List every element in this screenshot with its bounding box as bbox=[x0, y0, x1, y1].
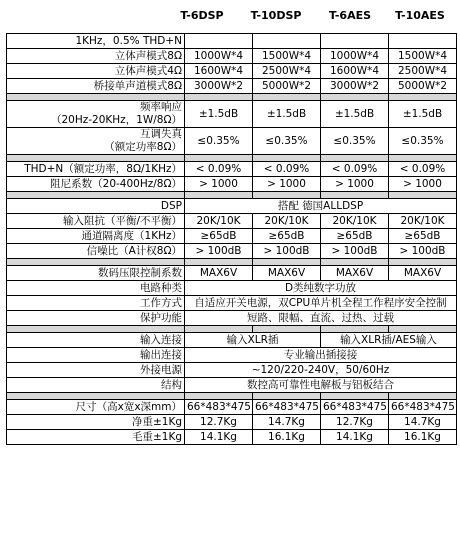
table-row bbox=[7, 49, 457, 64]
table-row bbox=[7, 363, 457, 378]
section-gap bbox=[7, 94, 457, 101]
table-row bbox=[7, 162, 457, 177]
cell: ≥65dB bbox=[253, 229, 321, 244]
model-header bbox=[0, 0, 460, 32]
dsp-value: 搭配 德国ALLDSP bbox=[185, 199, 457, 214]
table-row bbox=[7, 296, 457, 311]
cell: 66*483*475 bbox=[185, 400, 253, 415]
snr-label: 信噪比（A计权8Ω） bbox=[7, 244, 185, 259]
cell: > 1000 bbox=[253, 177, 321, 192]
output-label: 输出连接 bbox=[7, 348, 185, 363]
cell: > 100dB bbox=[321, 244, 389, 259]
cell: 2500W*4 bbox=[389, 64, 457, 79]
cell: > 1000 bbox=[185, 177, 253, 192]
cell: 20K/10K bbox=[253, 214, 321, 229]
col-header-t6dsp: T-6DSP bbox=[180, 9, 224, 22]
spec-table bbox=[6, 33, 457, 445]
thd-label: THD+N（额定功率，8Ω/1KHz） bbox=[7, 162, 185, 177]
net-weight-label: 净重±1Kg bbox=[7, 415, 185, 430]
cell: 66*483*475 bbox=[253, 400, 321, 415]
cell: 1000W*4 bbox=[321, 49, 389, 64]
cell: 66*483*475 bbox=[389, 400, 457, 415]
cell: 16.1Kg bbox=[389, 430, 457, 445]
cell: 20K/10K bbox=[389, 214, 457, 229]
table-row bbox=[7, 400, 457, 415]
cell: 1500W*4 bbox=[389, 49, 457, 64]
input-value-dsp: 输入XLR插 bbox=[185, 333, 321, 348]
protect-label: 保护功能 bbox=[7, 311, 185, 326]
cell: 5000W*2 bbox=[389, 79, 457, 94]
input-value-aes: 输入XLR插/AES输入 bbox=[321, 333, 457, 348]
mode-label: 工作方式 bbox=[7, 296, 185, 311]
imd-sublabel: （额定功率8Ω） bbox=[104, 141, 182, 153]
damping-label: 阻尼系数（20-400Hz/8Ω） bbox=[7, 177, 185, 192]
power-supply-value: ~120/220-240V，50/60Hz bbox=[185, 363, 457, 378]
cell: 14.7Kg bbox=[389, 415, 457, 430]
cell: 14.1Kg bbox=[185, 430, 253, 445]
output-value: 专业输出插接接 bbox=[185, 348, 457, 363]
cell: > 100dB bbox=[389, 244, 457, 259]
table-row bbox=[7, 415, 457, 430]
cell: ±1.5dB bbox=[389, 101, 457, 128]
table-row bbox=[7, 177, 457, 192]
table-row bbox=[7, 79, 457, 94]
circuit-label: 电路种类 bbox=[7, 281, 185, 296]
row-label: 立体声模式4Ω bbox=[7, 64, 185, 79]
section-gap bbox=[7, 393, 457, 400]
table-row bbox=[7, 378, 457, 393]
cell: < 0.09% bbox=[185, 162, 253, 177]
impedance-label: 输入阻抗（平衡/不平衡） bbox=[7, 214, 185, 229]
cell: 3000W*2 bbox=[321, 79, 389, 94]
table-row bbox=[7, 333, 457, 348]
cell: > 1000 bbox=[389, 177, 457, 192]
cell: < 0.09% bbox=[253, 162, 321, 177]
circuit-value: D类纯数字功放 bbox=[185, 281, 457, 296]
input-label: 输入连接 bbox=[7, 333, 185, 348]
cell: < 0.09% bbox=[389, 162, 457, 177]
table-row bbox=[7, 34, 457, 49]
gross-weight-label: 毛重±1Kg bbox=[7, 430, 185, 445]
imd-label: 互调失真 bbox=[140, 128, 182, 140]
cell: 12.7Kg bbox=[185, 415, 253, 430]
cell: ±1.5dB bbox=[321, 101, 389, 128]
cell: ≤0.35% bbox=[253, 128, 321, 155]
power-title: 1KHz，0.5% THD+N bbox=[7, 34, 185, 49]
table-row bbox=[7, 128, 457, 155]
cell: 20K/10K bbox=[321, 214, 389, 229]
pressure-label: 数码压限控制系数 bbox=[7, 266, 185, 281]
table-row bbox=[7, 214, 457, 229]
cell: 66*483*475 bbox=[321, 400, 389, 415]
size-label: 尺寸（高x宽x深mm） bbox=[7, 400, 185, 415]
freq-label: 频率响应 bbox=[140, 101, 182, 113]
dsp-label: DSP bbox=[7, 199, 185, 214]
table-row bbox=[7, 348, 457, 363]
table-row bbox=[7, 311, 457, 326]
cell: ≤0.35% bbox=[321, 128, 389, 155]
freq-sublabel: （20Hz-20KHz，1W/8Ω） bbox=[50, 114, 182, 126]
cell: 1500W*4 bbox=[253, 49, 321, 64]
cell: < 0.09% bbox=[321, 162, 389, 177]
cell: > 100dB bbox=[253, 244, 321, 259]
table-row bbox=[7, 101, 457, 128]
row-label: 桥接单声道模式8Ω bbox=[7, 79, 185, 94]
cell: MAX6V bbox=[185, 266, 253, 281]
table-row bbox=[7, 244, 457, 259]
cell: ≥65dB bbox=[389, 229, 457, 244]
col-header-t10dsp: T-10DSP bbox=[250, 9, 302, 22]
table-row bbox=[7, 281, 457, 296]
cell: > 1000 bbox=[321, 177, 389, 192]
col-header-t6aes: T-6AES bbox=[328, 9, 372, 22]
cell: 14.1Kg bbox=[321, 430, 389, 445]
cell: MAX6V bbox=[389, 266, 457, 281]
cell: MAX6V bbox=[321, 266, 389, 281]
cell: 12.7Kg bbox=[321, 415, 389, 430]
table-row bbox=[7, 430, 457, 445]
cell: ≥65dB bbox=[185, 229, 253, 244]
cell: 1600W*4 bbox=[321, 64, 389, 79]
cell: 16.1Kg bbox=[253, 430, 321, 445]
cell: 14.7Kg bbox=[253, 415, 321, 430]
cell: ≥65dB bbox=[321, 229, 389, 244]
cell: ±1.5dB bbox=[185, 101, 253, 128]
col-header-t10aes: T-10AES bbox=[395, 9, 445, 22]
table-row bbox=[7, 64, 457, 79]
cell: 1600W*4 bbox=[185, 64, 253, 79]
section-gap bbox=[7, 192, 457, 199]
structure-label: 结构 bbox=[7, 378, 185, 393]
section-gap bbox=[7, 259, 457, 266]
separation-label: 通道隔离度（1KHz） bbox=[7, 229, 185, 244]
table-row bbox=[7, 266, 457, 281]
row-label: 立体声模式8Ω bbox=[7, 49, 185, 64]
cell: 2500W*4 bbox=[253, 64, 321, 79]
cell: 3000W*2 bbox=[185, 79, 253, 94]
cell: ≤0.35% bbox=[389, 128, 457, 155]
cell: 20K/10K bbox=[185, 214, 253, 229]
cell: > 100dB bbox=[185, 244, 253, 259]
mode-value: 自适应开关电源，双CPU单片机全程工作程序安全控制 bbox=[185, 296, 457, 311]
structure-value: 数控高可靠性电解板与铝板结合 bbox=[185, 378, 457, 393]
section-gap bbox=[7, 155, 457, 162]
cell: 1000W*4 bbox=[185, 49, 253, 64]
cell: 5000W*2 bbox=[253, 79, 321, 94]
cell: ≤0.35% bbox=[185, 128, 253, 155]
section-gap bbox=[7, 326, 457, 333]
table-row bbox=[7, 229, 457, 244]
power-supply-label: 外接电源 bbox=[7, 363, 185, 378]
cell: MAX6V bbox=[253, 266, 321, 281]
table-row bbox=[7, 199, 457, 214]
cell: ±1.5dB bbox=[253, 101, 321, 128]
protect-value: 短路、限幅、直流、过热、过载 bbox=[185, 311, 457, 326]
